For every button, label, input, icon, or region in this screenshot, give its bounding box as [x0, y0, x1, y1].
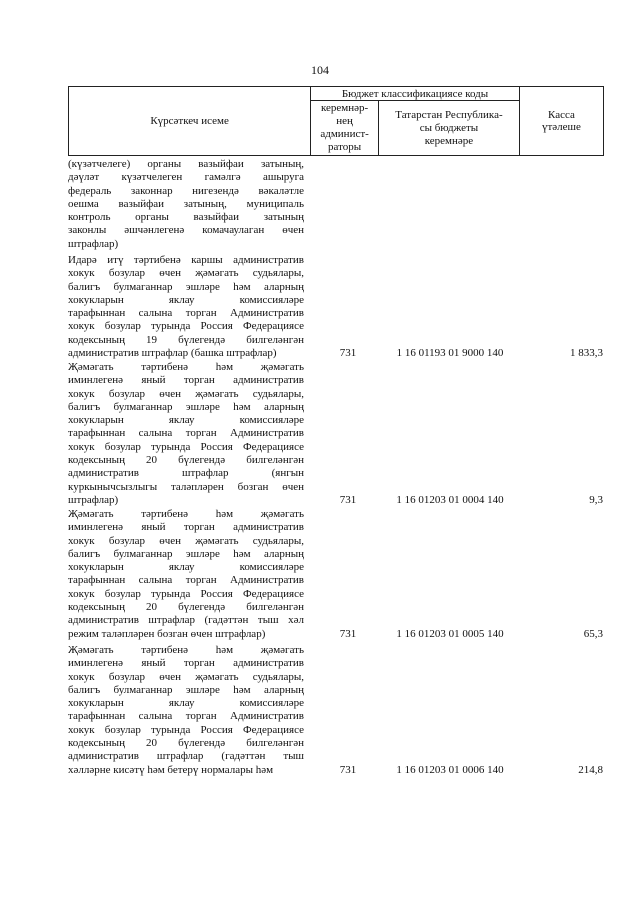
description-line: хокук бозулар турында Россия Федерациясе: [68, 440, 304, 453]
description-line: Җәмәгать тәртибенә һәм җәмәгать: [68, 361, 304, 373]
row-classification-code: 1 16 01193 01 9000 140: [396, 347, 504, 359]
description-line: хокук бозулар өчен җәмәгать судьялары,: [68, 534, 304, 547]
page-number: 104: [311, 63, 329, 77]
row-amount: 1 833,3: [570, 347, 603, 359]
header-revenue-administrator: керемнәр- нең админист- раторы: [311, 101, 379, 156]
description-line: федераль законнар нигезендә вәкаләтле: [68, 184, 304, 197]
description-line: законлы әшчәнлегенә комачаулаган өчен: [68, 224, 304, 237]
description-line: тарафыннан салына торган Административ: [68, 574, 304, 587]
description-line: Җәмәгать тәртибенә һәм җәмәгать: [68, 508, 304, 520]
description-line: хокук бозулар турында Россия Федерациясе: [68, 723, 304, 736]
row-admin-code: 731: [339, 347, 357, 359]
description-line: иминлегенә яный торган административ: [68, 521, 304, 534]
description-line: хокукларын яклау комиссияләре: [68, 414, 304, 427]
description-line: кодексының 20 бүлегендә билгеләнгән: [68, 601, 304, 614]
description-line: административ штрафлар (гадәттән тыш: [68, 750, 304, 763]
description-line: хәлләрне кисәтү һәм бетерү нормалары һәм: [68, 763, 274, 776]
row-classification-code: 1 16 01203 01 0004 140: [396, 494, 504, 506]
row-description: [68, 254, 304, 360]
row-description: [68, 158, 304, 251]
description-line: оешма вазыйфаи затының, муниципаль: [68, 197, 304, 210]
description-line: тарафыннан салына торган Административ: [68, 307, 304, 320]
description-line: иминлегенә яный торган административ: [68, 657, 304, 670]
description-line: хокук бозулар өчен җәмәгать судьялары,: [68, 267, 304, 280]
header-indicator-name: Күрсәткеч исеме: [69, 87, 311, 156]
description-line: кодексының 20 бүлегендә билгеләнгән: [68, 737, 304, 750]
row-classification-code: 1 16 01203 01 0005 140: [396, 628, 504, 640]
description-line: балигъ булмаганнар эшләре һәм аларның: [68, 400, 304, 413]
description-line: балигъ булмаганнар эшләре һәм аларның: [68, 683, 304, 696]
description-line: хокукларын яклау комиссияләре: [68, 697, 304, 710]
description-line: куркынычсызлыгы таләпләрен бозган өчен: [68, 480, 304, 493]
description-line: административ штрафлар (янгын: [68, 467, 304, 480]
description-line: штрафлар): [68, 237, 119, 250]
description-line: кодексының 20 бүлегендә билгеләнгән: [68, 454, 304, 467]
row-description: [68, 508, 304, 641]
row-amount: 9,3: [589, 494, 603, 506]
description-line: балигъ булмаганнар эшләре һәм аларның: [68, 280, 304, 293]
table-header: [68, 86, 604, 156]
description-line: Җәмәгать тәртибенә һәм җәмәгать: [68, 644, 304, 656]
description-line: балигъ булмаганнар эшләре һәм аларның: [68, 547, 304, 560]
description-line: хокук бозулар турында Россия Федерациясе: [68, 320, 304, 333]
description-line: кодексының 19 бүлегендә билгеләнгән: [68, 333, 304, 346]
row-description: [68, 361, 304, 507]
description-line: хокукларын яклау комиссияләре: [68, 561, 304, 574]
description-line: хокук бозулар өчен җәмәгать судьялары,: [68, 670, 304, 683]
description-line: штрафлар): [68, 493, 119, 506]
description-line: хокукларын яклау комиссияләре: [68, 293, 304, 306]
row-admin-code: 731: [339, 494, 357, 506]
description-line: хокук бозулар турында Россия Федерациясе: [68, 587, 304, 600]
description-line: Идарә итү тәртибенә каршы административ: [68, 254, 304, 266]
description-line: (күзәтчелеге) органы вазыйфаи затының,: [68, 158, 304, 170]
description-line: дәүләт күзәтчелеген гамәлгә ашыруга: [68, 171, 304, 184]
description-line: административ штрафлар (гадәттән тыш хәл: [68, 614, 304, 627]
description-line: тарафыннан салына торган Административ: [68, 710, 304, 723]
row-admin-code: 731: [339, 764, 357, 776]
header-republic-budget-revenues: Татарстан Республика- сы бюджеты керемнәре: [379, 101, 520, 156]
row-amount: 65,3: [583, 628, 603, 640]
header-cash-execution: Касса үтәлеше: [519, 87, 603, 156]
row-amount: 214,8: [578, 764, 603, 776]
row-classification-code: 1 16 01203 01 0006 140: [396, 764, 504, 776]
description-line: тарафыннан салына торган Административ: [68, 427, 304, 440]
header-budget-classification-code: Бюджет классификациясе коды: [311, 87, 520, 101]
row-admin-code: 731: [339, 628, 357, 640]
row-description: [68, 644, 304, 777]
description-line: административ штрафлар (башка штрафлар): [68, 347, 277, 360]
description-line: режим таләпләрен бозган өчен штрафлар): [68, 627, 266, 640]
description-line: иминлегенә яный торган административ: [68, 374, 304, 387]
description-line: хокук бозулар өчен җәмәгать судьялары,: [68, 387, 304, 400]
description-line: контроль органы вазыйфаи затының: [68, 211, 304, 224]
